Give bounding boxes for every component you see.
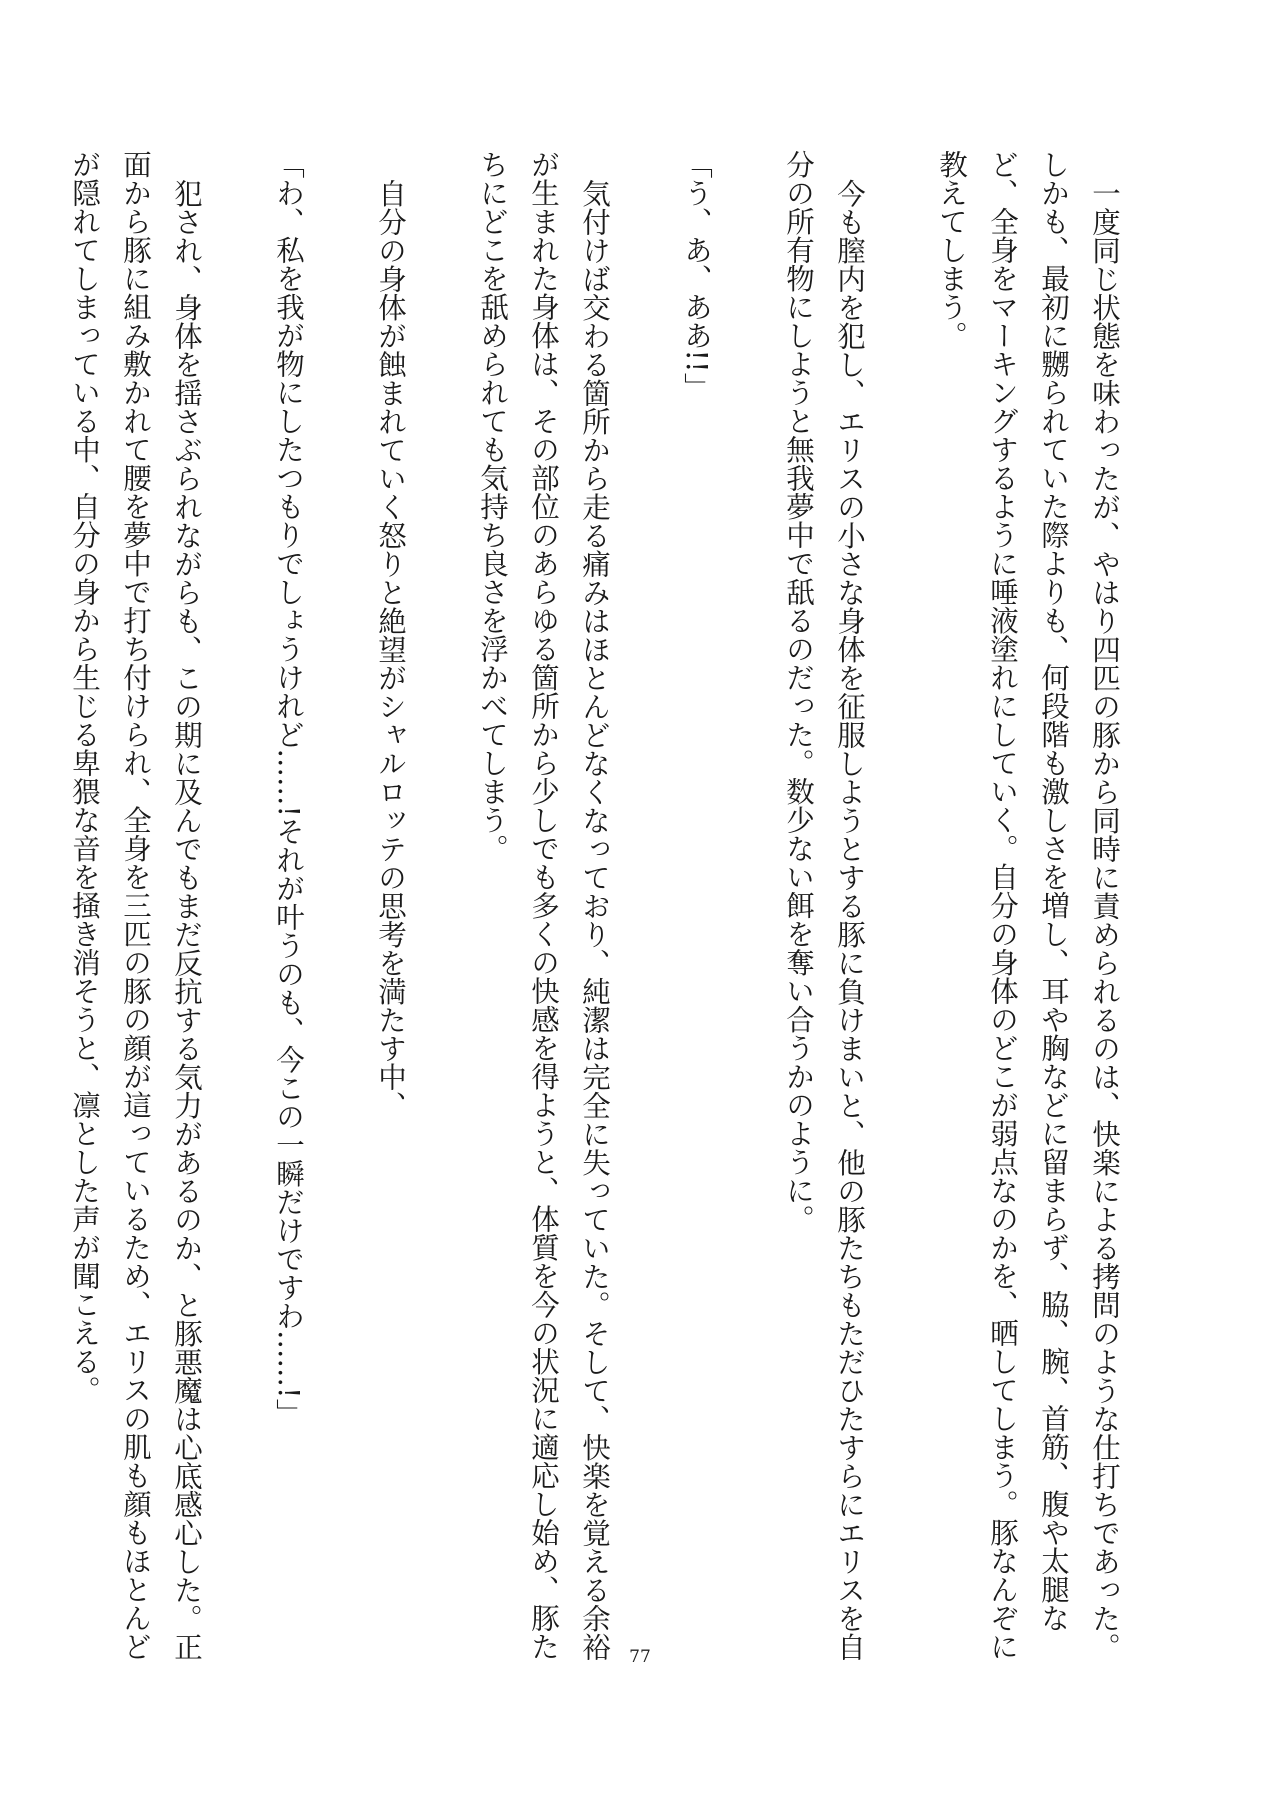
blank-line (620, 150, 671, 151)
blank-line (875, 150, 926, 151)
blank-line (416, 150, 467, 151)
paragraph-1: 一度同じ状態を味わったが、やはり四匹の豚から同時に責められるのは、快楽による拷問のような仕打ちであった。しかも、最初に嬲られていた際よりも、何段階も激しさを増し、耳や胸などに留まらず、脇、腕、首筋、腹や太腿など、全身をマーキングするように唾液塗れにしていく。自分の身体のどこが弱点なのかを、晒してしまう。豚なんぞに教えてしまう。 (935, 150, 1121, 1661)
blank-line (212, 150, 263, 151)
paragraph-4: 自分の身体が蝕まれていく怒りと絶望がシャルロッテの思考を満たす中、 (374, 178, 407, 1119)
dialogue-2: 「わ、私を我が物にしたつもりでしょうけれど……!それが叶うのも、今この一瞬だけですわ……!」 (272, 150, 305, 1427)
paragraph-2: 今も膣内を犯し、エリスの小さな身体を征服しようとする豚に負けまいと、他の豚たちもただひたすらにエリスを自分の所有物にしようと無我夢中で舐るのだった。数少ない餌を奪い合うかのように。 (782, 150, 866, 1661)
vertical-text-body (68, 150, 1130, 1680)
dialogue-1: 「う、あ、ああ!!」 (680, 150, 713, 401)
blank-line (722, 150, 773, 151)
blank-line (8, 150, 59, 151)
paragraph-3: 気付けば交わる箇所から走る痛みはほとんどなくなっており、純潔は完全に失っていた。そして、快楽を覚える余裕が生まれた身体は、その部位のあらゆる箇所から少しでも多くの快感を得ようと、体質を今の状況に適応し始め、豚たちにどこを舐められても気持ち良さを浮かべてしまう。 (476, 150, 611, 1661)
dialogue-3 (0, 150, 8, 1680)
paragraph-5: 犯され、身体を揺さぶられながらも、この期に及んでもまだ反抗する気力があるのか、と豚悪魔は心底感心した。正面から豚に組み敷かれて腰を夢中で打ち付けられ、全身を三匹の豚の顔が這っているため、エリスの肌も顔もほとんどが隠れてしまっている中、自分の身から生じる卑猥な音を掻き消そうと、凛とした声が聞こえる。 (68, 150, 203, 1661)
page-number: 77 (629, 1647, 651, 1667)
blank-line (314, 150, 365, 151)
